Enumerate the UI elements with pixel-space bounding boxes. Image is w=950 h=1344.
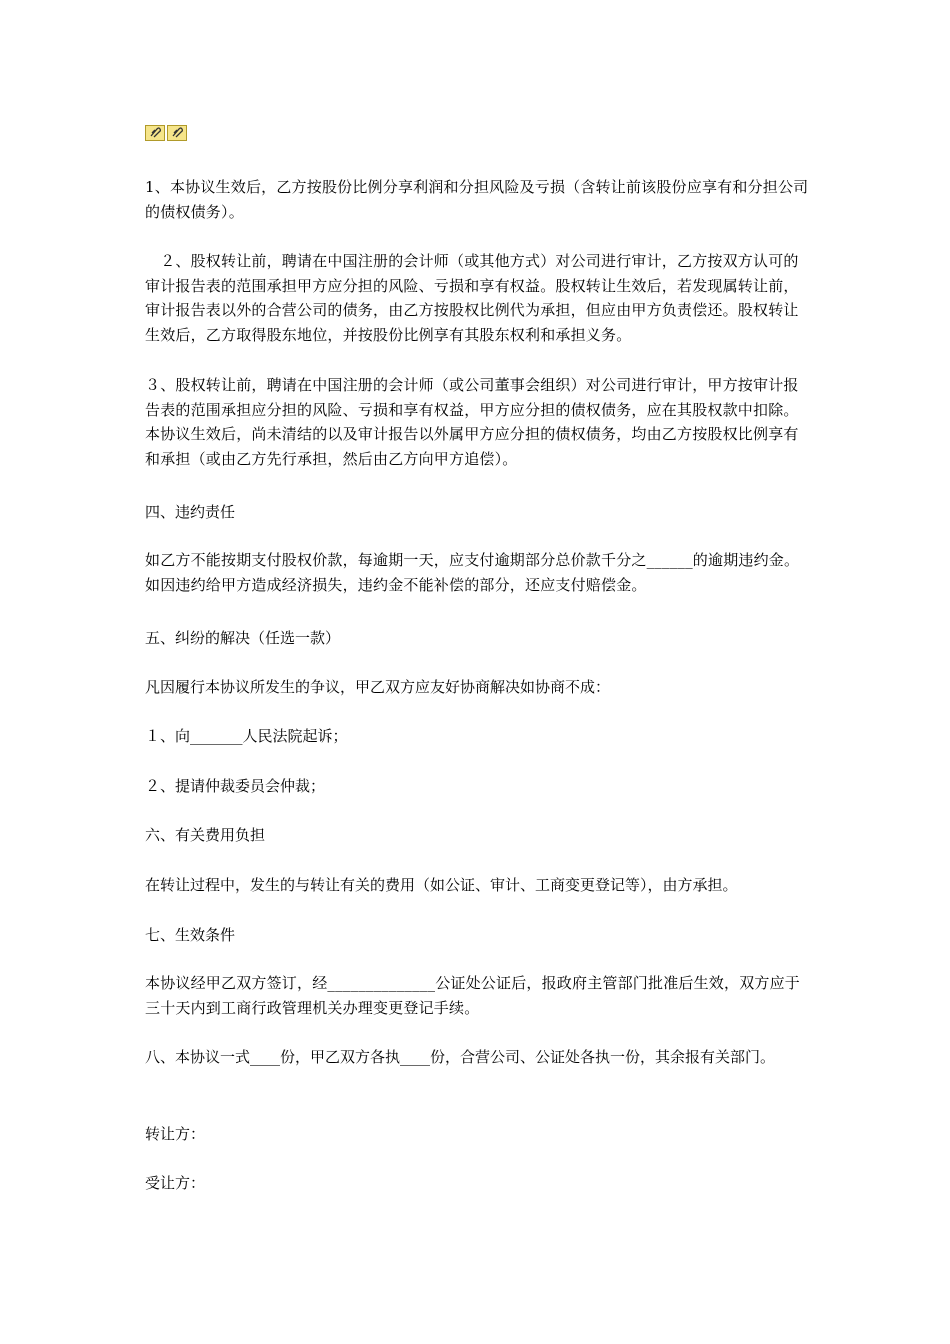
clause-8: 八、本协议一式____份，甲乙双方各执____份，合营公司、公证处各执一份，其余报有关部门。 [145, 1048, 776, 1066]
dispute-option-2: ２、提请仲裁委员会仲裁； [145, 777, 326, 795]
transferee-label: 受让方： [145, 1174, 206, 1192]
clause-3: ３、股权转让前，聘请在中国注册的会计师（或公司董事会组织）对公司进行审计，甲方按审计报告表的范围承担应分担的风险、亏损和享有权益，甲方应分担的债权债务，应在其股权款中扣除。本协议生效后，尚未清结的以及审计报告以外属甲方应分担的债权债务，均由乙方按股权比例享有和承担（或由乙方先行承担，然后由乙方向甲方追偿）。 [145, 376, 799, 468]
breach-paragraph: 如乙方不能按期支付股权价款，每逾期一天，应支付逾期部分总价款千分之______的逾期违约金。如因违约给甲方造成经济损失，违约金不能补偿的部分，还应支付赔偿金。 [145, 551, 800, 594]
section-heading-4: 四、违约责任 [145, 503, 236, 521]
section-heading-6: 六、有关费用负担 [145, 826, 266, 844]
attachment-icons [145, 125, 187, 141]
effect-paragraph: 本协议经甲乙双方签订，经______________公证处公证后，报政府主管部门批准后生效，双方应于三十天内到工商行政管理机关办理变更登记手续。 [145, 974, 801, 1017]
dispute-option-1: １、向_______人民法院起诉； [145, 727, 348, 745]
clip-icon [167, 125, 187, 141]
clip-icon [145, 125, 165, 141]
fees-paragraph: 在转让过程中，发生的与转让有关的费用（如公证、审计、工商变更登记等），由方承担。 [145, 876, 738, 894]
section-heading-5: 五、纠纷的解决（任选一款） [145, 629, 341, 647]
transferor-label: 转让方： [145, 1125, 206, 1143]
section-heading-7: 七、生效条件 [145, 926, 236, 944]
clause-2: ２、股权转让前，聘请在中国注册的会计师（或其他方式）对公司进行审计，乙方按双方认可的审计报告表的范围承担甲方应分担的风险、亏损和享有权益。股权转让生效后，若发现属转让前，审计报告表以外的合营公司的债务，由乙方按股权比例代为承担，但应由甲方负责偿还。股权转让生效后，乙方取得股东地位，并按股份比例享有其股东权利和承担义务。 [145, 252, 799, 344]
dispute-paragraph: 凡因履行本协议所发生的争议，甲乙双方应友好协商解决如协商不成： [145, 678, 611, 696]
clause-1: 1、本协议生效后，乙方按股份比例分享利润和分担风险及亏损（含转让前该股份应享有和分担公司的债权债务）。 [145, 178, 809, 221]
